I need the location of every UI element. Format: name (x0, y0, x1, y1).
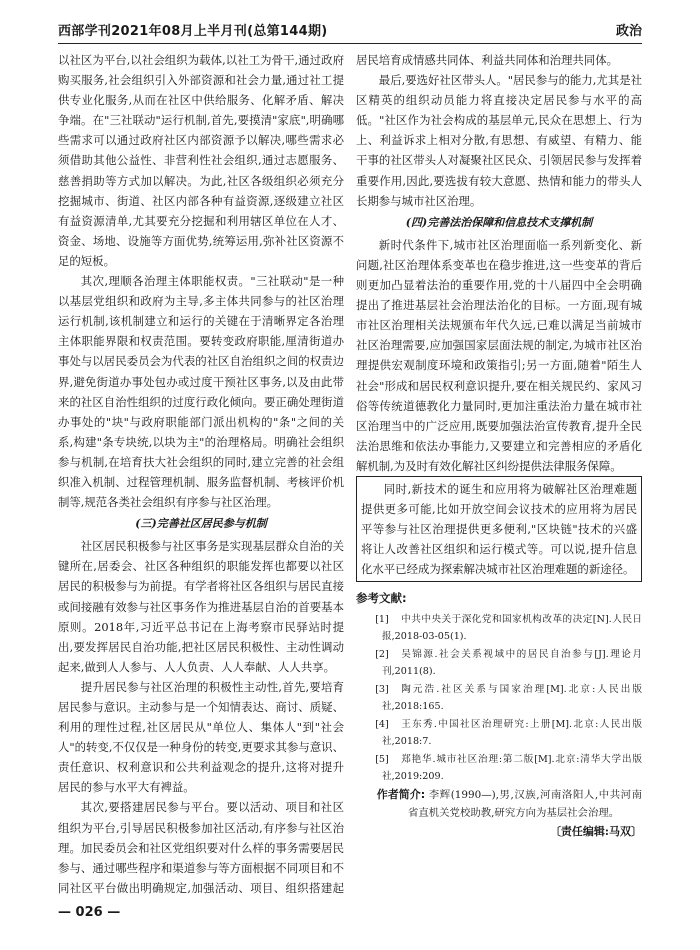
reference-number: [1] (375, 613, 389, 625)
reference-item (356, 611, 642, 646)
reference-text: 中共中央关于深化党和国家机构改革的决定[N].人民日报,2018-03-05(1). (382, 613, 642, 643)
reference-number: [5] (375, 753, 389, 765)
paragraph: 社区居民积极参与社区事务是实现基层群众自治的关键所在,居委会、社区各种组织的职能发挥也都要以社区居民的积极参与为前提。有学者将社区各组织与居民直接或间接融有效参与社区事务作为推进基层自治的首要基本原则。2018年,习近平总书记在上海考察市民驿站时提出,要发挥居民自治功能,把社区居民积极性、主动性调动起来,做到人人参与、人人负责、人人奉献、人人共享。 (58, 539, 344, 674)
paragraph: 居民培育成情感共同体、利益共同体和治理共同体。 (356, 53, 618, 67)
reference-text: 郑艳华.城市社区治理:第二版[M].北京:清华大学出版社,2019:209. (382, 753, 642, 783)
right-column (356, 50, 642, 896)
paragraph: 其次,要搭建居民参与平台。要以活动、项目和社区组织为平台,引导居民积极参加社区活动,有序参与社区治理。加民委员会和社区党组织要对什么样的事务需要居民参与、通过哪些程序和渠道参与等方面根据不同项目和不同社区平台做出明确规定,加强活动、项目、组织搭建起 (58, 800, 344, 895)
reference-item (356, 751, 642, 786)
author-bio-text: 李辉(1990—),男,汉族,河南洛阳人,中共河南省直机关党校助教,研究方向为基层社会治理。 (408, 788, 642, 819)
paragraph: 其次,理顺各治理主体职能权责。"三社联动"是一种以基层党组织和政府为主导,多主体共同参与的社区治理运行机制,该机制建立和运行的关键在于清晰界定各治理主体职能界限和权责范围。要转变政府职能,厘清街道办事处与以居民委员会为代表的社区自治组织之间的权责边界,避免街道办事处包办或过度干预社区事务,以及由此带来的社区自治性组织的过度行政化倾向。要正确处理街道办事处的"块"与政府职能部门派出机构的"条"之间的关系,构建"条专块统,以块为主"的治理格局。明确社会组织参与机制,在培育扶大社会组织的同时,建立完善的社会组织准入机制、过程管理机制、服务监督机制、考核评价机制等,规范各类社会组织有序参与社区治理。 (58, 274, 344, 510)
left-column (58, 50, 344, 896)
page-number: — 026 — (58, 905, 121, 920)
section-name: 政治 (615, 24, 642, 39)
reference-number: [4] (375, 718, 389, 730)
reference-text: 吴锦源.社会关系视域中的居民自治参与[J].理论月刊,2011(8). (382, 648, 642, 678)
running-header (58, 16, 642, 44)
author-bio-label: 作者简介: (376, 787, 426, 801)
journal-title: 西部学刊2021年08月上半月刊(总第144期) (58, 24, 328, 39)
boxed-paragraph: 同时,新技术的诞生和应用将为破解社区治理难题提供更多可能,比如开放空间会议技术的应用将为居民平等参与社区治理提供更多便利,"区块链"技术的兴盛将让人改善社区组织和运行模式等。可以说,提升信息化水平已经成为探索解决城市社区治理难题的新途径。 (356, 476, 642, 582)
reference-number: [3] (375, 683, 389, 695)
reference-text: 陶元浩.社区关系与国家治理[M].北京:人民出版社,2018:165. (382, 683, 642, 713)
references-heading: 参考文献: (356, 591, 407, 606)
paragraph: 最后,要选好社区带头人。"居民参与的能力,尤其是社区精英的组织动员能力将直接决定居民参与水平的高低。"社区作为社会构成的基层单元,民众在思想上、行为上、利益诉求上相对分散,有思想、有威望、有精力、能干事的社区带头人对凝聚社区民众、引领居民参与发挥着重要作用,因此,要选拔有较大意愿、热情和能力的带头人长期参与城市社区治理。 (356, 73, 642, 208)
paragraph: 以社区为平台,以社会组织为载体,以社工为骨干,通过政府购买服务,社会组织引入外部资源和社会力量,通过社工提供专业化服务,从而在社区中供给服务、化解矛盾、解决争端。在"三社联动"运行机制,首先,要摸清"家底",明确哪些需求可以通过政府社区内部资源予以解决,哪些需求必须借助其他公益性、非营利性社会组织,通过志愿服务、慈善捐助等方式加以解决。为此,社区各级组织必须充分挖掘城市、街道、社区内部各种有益资源,逐级建立社区有益资源清单,尤其要充分挖掘和利用辖区单位在人才、资金、场地、设施等方面优势,统筹运用,弥补社区资源不足的短板。 (58, 53, 344, 268)
paragraph: 提升居民参与社区治理的积极性主动性,首先,要培育居民参与意识。主动参与是一个知情表达、商讨、质疑、利用的理性过程,社区居民从"单位人、集体人"到"社会人"的转变,不仅仅是一种身份的转变,更要求其参与意识、责任意识、权利意识和公共利益观念的提升,这将对提升居民的参与水平大有裨益。 (58, 679, 344, 795)
responsible-editor: 〔责任编辑:马双〕 (549, 824, 642, 838)
author-bio (356, 786, 642, 822)
section-heading: (四)完善法治保障和信息技术支撑机制 (405, 215, 593, 229)
section-heading: (三)完善社区居民参与机制 (135, 517, 267, 531)
reference-number: [2] (375, 648, 389, 660)
reference-item (356, 716, 642, 751)
reference-item (356, 681, 642, 716)
reference-text: 王东秀.中国社区治理研究:上册[M].北京:人民出版社,2018:7. (382, 718, 642, 748)
paragraph: 新时代条件下,城市社区治理面临一系列新变化、新问题,社区治理体系变革也在稳步推进,这一些变革的背后则更加凸显着法治的重要作用,党的十八届四中全会明确提出了推进基层社会治理法治化的目标。一方面,现有城市社区治理相关法规颁布年代久远,已难以满足当前城市社区治理需要,应加强国家层面法规的制定,为城市社区治理提供宏观制度环境和政策指引;另一方面,随着"陌生人社会"形成和居民权利意识提升,要在相关规民约、家风习俗等传统道德教化力量同时,更加注重法治力量在城市社区治理当中的广泛应用,既要加强法治宣传教育,提升全民法治思维和依法办事能力,又要建立和完善相应的矛盾化解机制,为及时有效化解社区纠纷提供法律服务保障。 (356, 237, 642, 473)
reference-item (356, 646, 642, 681)
